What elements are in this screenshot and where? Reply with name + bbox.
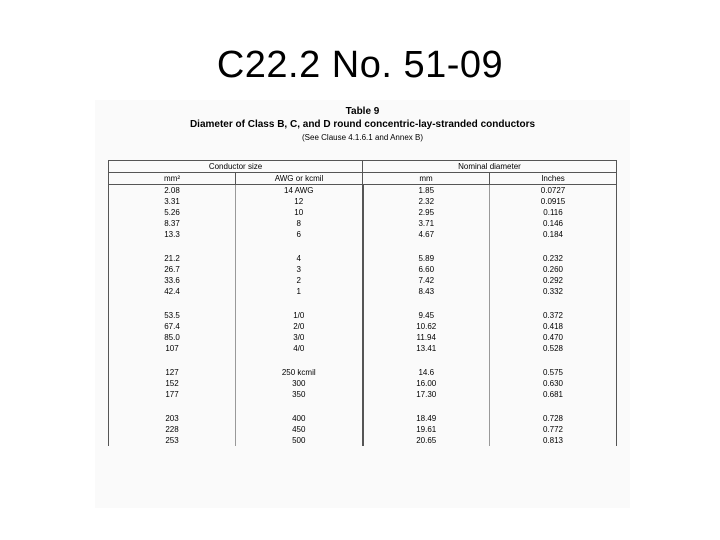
cell-awg-kcmil: 350 [236, 389, 363, 400]
conductor-diameter-table [108, 160, 617, 446]
spacer-cell [363, 354, 490, 367]
cell-mm: 2.95 [363, 207, 490, 218]
cell-inches: 0.681 [490, 389, 617, 400]
group-spacer [109, 240, 617, 253]
cell-mm: 19.61 [363, 424, 490, 435]
cell-mm2: 26.7 [109, 264, 236, 275]
table-row [109, 310, 617, 321]
column-header-inches: Inches [490, 173, 617, 185]
cell-inches: 0.418 [490, 321, 617, 332]
spacer-cell [236, 240, 363, 253]
table-heading [95, 105, 630, 144]
cell-inches: 0.232 [490, 253, 617, 264]
cell-awg-kcmil: 3/0 [236, 332, 363, 343]
scanned-table-image [95, 100, 630, 508]
table-row [109, 332, 617, 343]
spacer-cell [363, 297, 490, 310]
cell-mm2: 85.0 [109, 332, 236, 343]
cell-mm2: 152 [109, 378, 236, 389]
spacer-cell [490, 400, 617, 413]
spacer-cell [236, 297, 363, 310]
table-row [109, 218, 617, 229]
group-header-conductor-size: Conductor size [109, 161, 363, 173]
spacer-cell [490, 297, 617, 310]
cell-inches: 0.813 [490, 435, 617, 446]
column-header-awg-kcmil: AWG or kcmil [236, 173, 363, 185]
cell-inches: 0.470 [490, 332, 617, 343]
cell-mm: 3.71 [363, 218, 490, 229]
cell-mm2: 228 [109, 424, 236, 435]
table-row [109, 275, 617, 286]
cell-inches: 0.332 [490, 286, 617, 297]
cell-mm: 20.65 [363, 435, 490, 446]
cell-mm2: 33.6 [109, 275, 236, 286]
cell-mm: 16.00 [363, 378, 490, 389]
spacer-cell [490, 240, 617, 253]
cell-inches: 0.184 [490, 229, 617, 240]
cell-inches: 0.292 [490, 275, 617, 286]
cell-awg-kcmil: 4 [236, 253, 363, 264]
cell-mm2: 8.37 [109, 218, 236, 229]
cell-mm: 2.32 [363, 196, 490, 207]
column-header-mm2: mm² [109, 173, 236, 185]
cell-awg-kcmil: 2/0 [236, 321, 363, 332]
cell-mm: 8.43 [363, 286, 490, 297]
table-row [109, 264, 617, 275]
cell-mm2: 107 [109, 343, 236, 354]
cell-mm: 18.49 [363, 413, 490, 424]
spacer-cell [236, 400, 363, 413]
group-spacer [109, 297, 617, 310]
table-note: (See Clause 4.1.6.1 and Annex B) [302, 133, 423, 142]
column-header-mm: mm [363, 173, 490, 185]
spacer-cell [109, 297, 236, 310]
cell-mm: 9.45 [363, 310, 490, 321]
spacer-cell [236, 354, 363, 367]
cell-mm2: 53.5 [109, 310, 236, 321]
cell-awg-kcmil: 4/0 [236, 343, 363, 354]
cell-awg-kcmil: 12 [236, 196, 363, 207]
cell-inches: 0.528 [490, 343, 617, 354]
table-row [109, 413, 617, 424]
cell-mm: 1.85 [363, 185, 490, 197]
spacer-cell [490, 354, 617, 367]
cell-mm: 13.41 [363, 343, 490, 354]
cell-inches: 0.116 [490, 207, 617, 218]
cell-inches: 0.0727 [490, 185, 617, 197]
cell-inches: 0.260 [490, 264, 617, 275]
cell-awg-kcmil: 3 [236, 264, 363, 275]
table-row [109, 343, 617, 354]
cell-mm: 6.60 [363, 264, 490, 275]
cell-inches: 0.372 [490, 310, 617, 321]
table-row [109, 367, 617, 378]
cell-inches: 0.146 [490, 218, 617, 229]
table-body [109, 185, 617, 447]
table-row [109, 185, 617, 197]
cell-awg-kcmil: 250 kcmil [236, 367, 363, 378]
table-row [109, 196, 617, 207]
cell-mm2: 21.2 [109, 253, 236, 264]
cell-inches: 0.0915 [490, 196, 617, 207]
cell-mm2: 177 [109, 389, 236, 400]
cell-inches: 0.575 [490, 367, 617, 378]
spacer-cell [109, 400, 236, 413]
cell-mm: 14.6 [363, 367, 490, 378]
cell-inches: 0.772 [490, 424, 617, 435]
cell-awg-kcmil: 10 [236, 207, 363, 218]
table-row [109, 389, 617, 400]
cell-mm2: 13.3 [109, 229, 236, 240]
table-number: Table 9 [345, 106, 380, 117]
table-row [109, 253, 617, 264]
cell-mm2: 67.4 [109, 321, 236, 332]
cell-mm2: 127 [109, 367, 236, 378]
cell-mm2: 5.26 [109, 207, 236, 218]
cell-awg-kcmil: 2 [236, 275, 363, 286]
table-caption: Diameter of Class B, C, and D round concentric-lay-stranded conductors [189, 119, 536, 130]
table-row [109, 229, 617, 240]
cell-awg-kcmil: 8 [236, 218, 363, 229]
cell-mm2: 42.4 [109, 286, 236, 297]
column-header-row [109, 173, 617, 185]
cell-awg-kcmil: 500 [236, 435, 363, 446]
cell-mm: 17.30 [363, 389, 490, 400]
group-header-row [109, 161, 617, 173]
table-row [109, 207, 617, 218]
cell-mm: 4.67 [363, 229, 490, 240]
cell-awg-kcmil: 300 [236, 378, 363, 389]
slide-title: C22.2 No. 51-09 [216, 44, 504, 86]
spacer-cell [363, 400, 490, 413]
cell-mm2: 253 [109, 435, 236, 446]
cell-awg-kcmil: 6 [236, 229, 363, 240]
cell-mm2: 2.08 [109, 185, 236, 197]
cell-awg-kcmil: 450 [236, 424, 363, 435]
table-row [109, 424, 617, 435]
cell-mm: 5.89 [363, 253, 490, 264]
cell-mm: 11.94 [363, 332, 490, 343]
cell-awg-kcmil: 1/0 [236, 310, 363, 321]
group-header-nominal-diameter: Nominal diameter [363, 161, 617, 173]
spacer-cell [363, 240, 490, 253]
table-row [109, 378, 617, 389]
cell-awg-kcmil: 400 [236, 413, 363, 424]
cell-inches: 0.630 [490, 378, 617, 389]
group-spacer [109, 400, 617, 413]
table-row [109, 321, 617, 332]
table-row [109, 286, 617, 297]
cell-awg-kcmil: 1 [236, 286, 363, 297]
spacer-cell [109, 240, 236, 253]
cell-mm: 10.62 [363, 321, 490, 332]
cell-awg-kcmil: 14 AWG [236, 185, 363, 197]
cell-mm: 7.42 [363, 275, 490, 286]
cell-inches: 0.728 [490, 413, 617, 424]
cell-mm2: 3.31 [109, 196, 236, 207]
group-spacer [109, 354, 617, 367]
spacer-cell [109, 354, 236, 367]
table-row [109, 435, 617, 446]
cell-mm2: 203 [109, 413, 236, 424]
